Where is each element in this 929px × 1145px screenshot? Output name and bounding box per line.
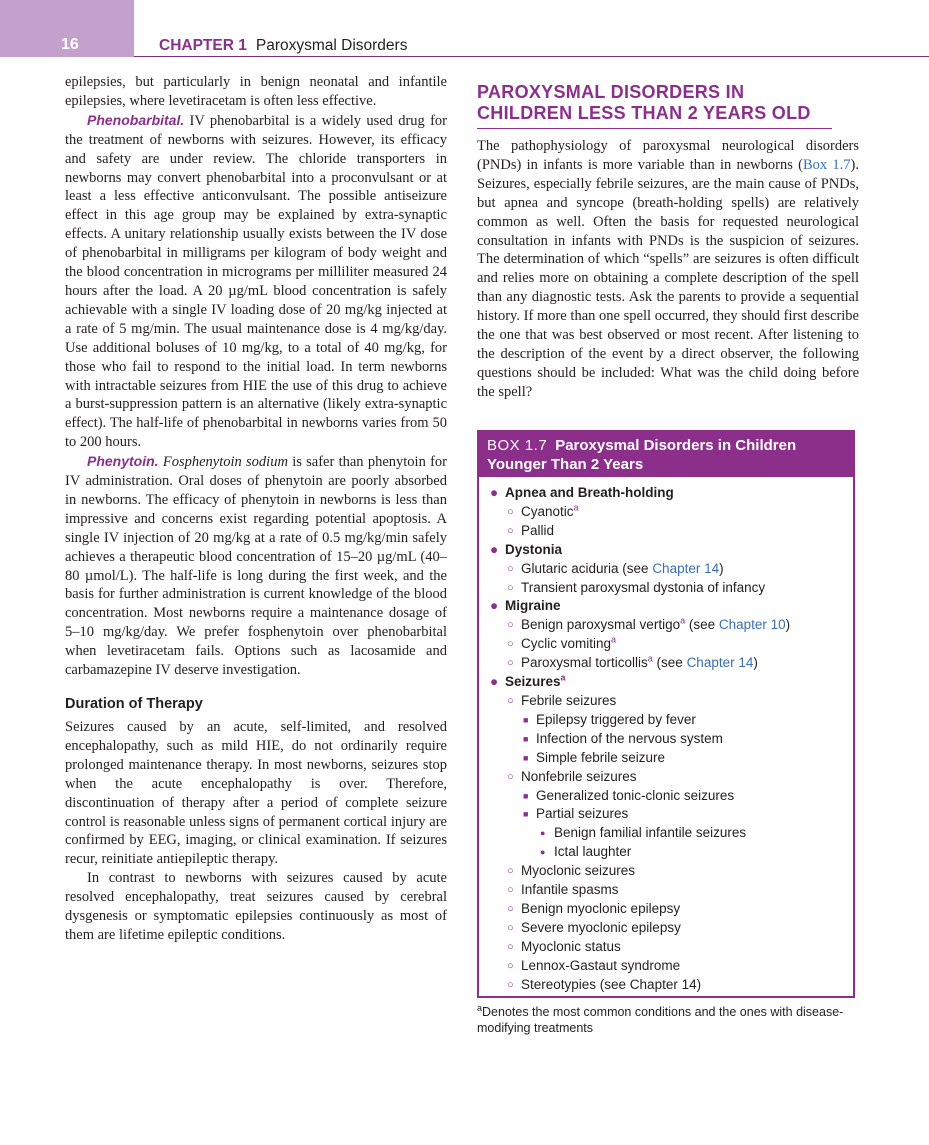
square-bullet-icon: ■ xyxy=(523,752,529,763)
box-list-item xyxy=(479,503,853,522)
footnote-mark: a xyxy=(477,1002,483,1013)
square-bullet-icon: ■ xyxy=(523,733,529,744)
list-item-text: Benign myoclonic epilepsy xyxy=(521,900,681,916)
run-in-heading: Phenytoin. xyxy=(87,453,159,470)
hollow-bullet-icon: ○ xyxy=(507,865,514,878)
phenobarbital-paragraph xyxy=(65,111,447,452)
list-item-text: Cyanotic xyxy=(521,503,574,519)
box-label: BOX 1.7 xyxy=(487,437,548,454)
chapter-cross-reference-link[interactable]: Chapter 10 xyxy=(718,617,786,633)
square-bullet-icon: ■ xyxy=(523,809,529,820)
hollow-bullet-icon: ○ xyxy=(507,638,514,651)
box-list-item xyxy=(479,635,853,654)
hollow-bullet-icon: ○ xyxy=(507,921,514,934)
list-item-text: Benign paroxysmal vertigo xyxy=(521,617,681,633)
paragraph-text: IV phenobarbital is a widely used drug for the treatment of newborns with seizures. However, its efficacy and safety are under review. The chloride transporters in newborns may convert phenobarbital into a proconvulsant or at least a less effective anticonvulsant. The possible antiseizure effect in this age group may be explained by extra-synaptic effects. A unitary relationship usually exists between the IV dose of phenobarbital in milligrams per kilogram of body weight and the blood concentration in micrograms per milliliter measured 24 hours after the load. A 20 µg/mL blood concentration is safely achievable with a single IV loading dose of 20 mg/kg injected at a rate of 5 mg/min. The usual maintenance dose is 4 mg/kg/day. Use additional boluses of 10 mg/kg, to a total of 40 mg/kg, for those who fail to respond to the initial load. In term newborns with intractable seizures from HIE the use of this drug to achieve a burst-suppression pattern is an alternative (likely extra-synaptic effect). The half-life of phenobarbital in newborns varies from 50 to 200 hours. xyxy=(65,112,447,451)
paragraph: epilepsies, but particularly in benign neonatal and infantile epilepsies, where levetiracetam is often less effective. xyxy=(65,74,447,109)
box-list-item xyxy=(479,673,853,692)
box-list-item xyxy=(479,843,853,862)
box-list-item xyxy=(479,881,853,900)
phenytoin-paragraph xyxy=(65,452,447,680)
list-item-text: Simple febrile seizure xyxy=(536,749,666,765)
box-list-item xyxy=(479,862,853,881)
list-item-text: (see xyxy=(685,617,719,633)
bullet-icon: ● xyxy=(540,847,546,858)
box-list-item xyxy=(479,900,853,919)
list-item-text: Nonfebrile seizures xyxy=(521,768,637,784)
list-item-text: (see xyxy=(652,655,687,671)
box-list-item xyxy=(479,938,853,957)
left-column xyxy=(65,73,447,945)
list-item-text: Febrile seizures xyxy=(521,692,617,708)
chapter-title: Paroxysmal Disorders xyxy=(255,37,408,54)
list-item-text: Benign familial infantile seizures xyxy=(554,825,747,841)
box-list-item xyxy=(479,692,853,711)
chapter-cross-reference-link[interactable]: Chapter 14 xyxy=(686,655,754,671)
box-1-7 xyxy=(477,430,855,998)
box-list-item xyxy=(479,654,853,673)
box-list-item xyxy=(479,522,853,541)
hollow-bullet-icon: ○ xyxy=(507,940,514,953)
box-list-item xyxy=(479,824,853,843)
list-item-text: Myoclonic seizures xyxy=(521,863,636,879)
list-item-text: Infantile spasms xyxy=(521,882,619,898)
square-bullet-icon: ■ xyxy=(523,790,529,801)
list-item-text: Ictal laughter xyxy=(554,844,632,860)
footnote-marker: a xyxy=(647,653,653,664)
footnote-marker: a xyxy=(611,634,617,645)
section-heading: PAROXYSMAL DISORDERS IN CHILDREN LESS THAN 2 YEARS OLD xyxy=(477,82,832,129)
hollow-bullet-icon: ○ xyxy=(507,902,514,915)
bullet-icon: ● xyxy=(490,541,499,557)
list-item-text: Epilepsy triggered by fever xyxy=(536,711,696,727)
box-list xyxy=(479,477,853,994)
box-list-item xyxy=(479,711,853,730)
footnote-marker: a xyxy=(560,672,566,683)
list-item-text: Infection of the nervous system xyxy=(536,730,723,746)
hollow-bullet-icon: ○ xyxy=(507,524,514,537)
list-item-text: ) xyxy=(719,560,724,576)
bullet-icon: ● xyxy=(490,485,499,500)
hollow-bullet-icon: ○ xyxy=(507,562,514,575)
box-list-item xyxy=(479,730,853,749)
list-item-text: Cyclic vomiting xyxy=(521,636,612,652)
footnote-text: Denotes the most common conditions and the ones with disease-modifying treatments xyxy=(477,1005,844,1035)
list-item-text: Pallid xyxy=(521,522,555,538)
box-cross-reference-link[interactable]: Box 1.7 xyxy=(802,156,851,173)
box-title: Paroxysmal Disorders in Children Younger Than 2 Years xyxy=(487,437,797,473)
box-list-item xyxy=(479,787,853,806)
square-bullet-icon: ■ xyxy=(523,714,529,725)
box-header xyxy=(479,432,853,477)
hollow-bullet-icon: ○ xyxy=(507,581,514,594)
list-item-text: Myoclonic status xyxy=(521,938,621,954)
box-footnote xyxy=(477,1004,849,1036)
box-list-item xyxy=(479,805,853,824)
list-item-text: Paroxysmal torticollis xyxy=(521,655,648,671)
list-item-text: Stereotypies (see Chapter 14) xyxy=(521,976,702,992)
footnote-marker: a xyxy=(680,615,686,626)
list-item-text: ) xyxy=(753,655,758,671)
box-list-item xyxy=(479,616,853,635)
list-item-text: Partial seizures xyxy=(536,806,629,822)
box-list-item xyxy=(479,597,853,616)
hollow-bullet-icon: ○ xyxy=(507,505,514,518)
hollow-bullet-icon: ○ xyxy=(507,978,514,991)
paragraph: Seizures caused by an acute, self-limited, and resolved encephalopathy, such as mild HIE, do not ordinarily require prolonged maintenance therapy. In most newborns, seizures stop when the acute encephalopathy is over. Therefore, discontinuation of therapy after a period of complete seizure control is reasonable unless signs of permanent cortical injury are confirmed by EEG, imaging, or clinical examination. If seizures recur, reinitiate antiepileptic therapy. xyxy=(65,719,447,868)
paragraph: In contrast to newborns with seizures caused by acute resolved encephalopathy, treat seizures caused by cerebral dysgenesis or symptomatic epilepsies continuously as most of them are lifetime epileptic conditions. xyxy=(65,870,447,943)
right-column xyxy=(477,82,859,402)
box-list-item xyxy=(479,749,853,768)
section-subheading: Duration of Therapy xyxy=(65,696,203,712)
list-item-text: Seizures xyxy=(505,674,561,690)
list-item-text: ) xyxy=(785,617,791,633)
box-list-item xyxy=(479,560,853,579)
paragraph xyxy=(477,137,859,402)
bullet-icon: ● xyxy=(540,828,546,839)
hollow-bullet-icon: ○ xyxy=(507,619,514,632)
list-item-text: Generalized tonic-clonic seizures xyxy=(536,787,735,803)
list-item-text: Lennox-Gastaut syndrome xyxy=(521,957,681,973)
box-list-item xyxy=(479,976,853,995)
box-list-item xyxy=(479,919,853,938)
run-in-heading: Phenobarbital. xyxy=(87,111,185,128)
hollow-bullet-icon: ○ xyxy=(507,959,514,972)
paragraph-text: The pathophysiology of paroxysmal neurological disorders (PNDs) in infants is more variable than in newborns ( xyxy=(477,138,859,173)
box-list-item xyxy=(479,957,853,976)
hollow-bullet-icon: ○ xyxy=(507,657,514,670)
bullet-icon: ● xyxy=(490,598,499,614)
header-rule xyxy=(134,56,929,57)
hollow-bullet-icon: ○ xyxy=(507,884,514,897)
hollow-bullet-icon: ○ xyxy=(507,770,514,783)
list-item-text: Dystonia xyxy=(505,541,563,557)
list-item-text: Glutaric aciduria (see xyxy=(521,560,653,576)
box-list-item xyxy=(479,541,853,560)
box-list-item xyxy=(479,484,853,503)
hollow-bullet-icon: ○ xyxy=(507,694,514,707)
box-list-item xyxy=(479,579,853,598)
chapter-label: CHAPTER 1 xyxy=(159,37,247,54)
paragraph-text: ). Seizures, especially febrile seizures, are the main cause of PNDs, but apnea and syncope (breath-holding spells) are relatively common as well. Often the basis for requested neurological consultation in infants with PNDs is the suspicion of seizures. The determination of which “spells” are seizures is often difficult and relies more on obtaining a complete description of the spell than any diagnostic tests. Ask the parents to provide a sequential history. If more than one spell occurred, they should first describe the one that was best observed or most recent. After listening to the description of the event by a direct observer, the following questions should be included: What was the child doing before the spell? xyxy=(477,156,859,400)
list-item-text: Severe myoclonic epilepsy xyxy=(521,919,681,935)
box-list-item xyxy=(479,768,853,787)
list-item-text: Apnea and Breath-holding xyxy=(505,485,674,500)
running-header xyxy=(159,37,407,55)
chapter-cross-reference-link[interactable]: Chapter 14 xyxy=(652,560,720,576)
footnote-marker: a xyxy=(573,502,579,513)
bullet-icon: ● xyxy=(490,674,499,690)
paragraph-text: is safer than phenytoin for IV administration. Oral doses of phenytoin are poorly absorbed in newborns. The efficacy of phenytoin in newborns is less than impressive and concerns exist regarding potential apoptosis. A single IV injection of 20 mg/kg at a rate of 0.5 mg/kg/min safely achieves a therapeutic blood concentration of 15–20 µg/mL (40–80 µmol/L). The half-life is long during the first week, and the basis for further administration is current knowledge of the blood concentration. Most newborns require a maintenance dosage of 5–10 mg/kg/day. We prefer fosphenytoin over phenobarbital when levetiracetam fails. Options such as lacosamide and carbamazepine IV deserve investigation. xyxy=(65,454,447,679)
list-item-text: Migraine xyxy=(505,598,561,614)
list-item-text: Transient paroxysmal dystonia of infancy xyxy=(521,579,766,595)
italic-term: Fosphenytoin sodium xyxy=(162,454,288,471)
page-number: 16 xyxy=(61,36,79,53)
